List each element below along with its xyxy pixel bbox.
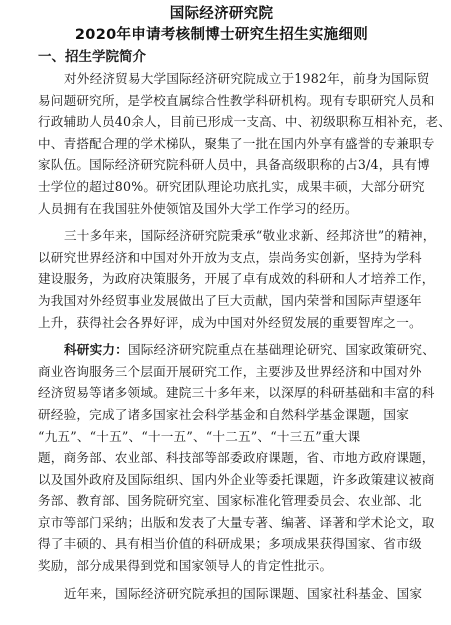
paragraph-line: 务部、教育部、国务院研究室、国家标准化管理委员会、农业部、北 — [38, 493, 422, 509]
paragraph-line: 研经验，完成了诸多国家社会科学基金和自然科学基金课题，国家 — [38, 406, 410, 422]
paragraph-line: 奖励，部分成果得到党和国家领导人的肯定性批示。 — [38, 558, 333, 574]
document-title-line2: 2020年申请考核制博士研究生招生实施细则 — [74, 27, 369, 43]
paragraph-line: 易问题研究所，是学校直属综合性教学科研机构。现有专职研究人员和 — [38, 92, 435, 108]
document-title-line1: 国际经济研究院 — [169, 6, 274, 22]
paragraph-line: 题，商务部、农业部、科技部等部委政府课题，省、市地方政府课题， — [38, 450, 435, 466]
paragraph-line: 经济贸易等诸多领域。建院三十多年来，以深厚的科研基础和丰富的科 — [38, 385, 435, 401]
paragraph-line — [38, 339, 436, 361]
paragraph-line: 商业咨询服务三个层面开展研究工作，主要涉及世界经济和中国对外 — [38, 363, 422, 379]
research-strength-label: 科研实力： — [64, 342, 128, 358]
paragraph-line: 家队伍。国际经济研究院科研人员中，具备高级职称的占3/4，具有博 — [38, 157, 430, 173]
paragraph-intro — [38, 68, 451, 219]
paragraph-line: 三十多年来，国际经济研究院秉承“敬业求新、经邦济世”的精神， — [64, 228, 436, 244]
paragraph-line-rest: 国际经济研究院重点在基础理论研究、国家政策研究、 — [127, 342, 436, 358]
paragraph-line: 行政辅助人员40余人，目前已形成一支高、中、初级职称互相补充，老、 — [38, 114, 451, 130]
paragraph-recent-years — [38, 583, 423, 605]
paragraph-line: 中、青搭配合理的学术梯队，聚集了一批在国内外享有盛誉的专兼职专 — [38, 135, 435, 151]
paragraph-line: 建设服务，为政府决策服务，开展了卓有成效的科研和人才培养工作， — [38, 271, 435, 287]
paragraph-line: 京市等部门采纳；出版和发表了大量专著、编著、译著和学术论文，取 — [38, 514, 435, 530]
paragraph-line: 上升，获得社会各界好评，成为中国对外经贸发展的重要智库之一。 — [38, 314, 422, 330]
paragraph-history — [38, 225, 436, 333]
paragraph-line: 得了丰硕的、具有相当价值的科研成果；多项成果获得国家、省市级 — [38, 536, 422, 552]
paragraph-line: 人员拥有在我国驻外使领馆及国外大学工作学习的经历。 — [38, 200, 358, 216]
paragraph-line: 为我国对外经贸事业发展做出了巨大贡献，国内荣誉和国际声望逐年 — [38, 292, 422, 308]
paragraph-line: 以及国外政府及国际组织、国内外企业等委托课题，许多政策建议被商 — [38, 471, 435, 487]
section-heading-college-intro: 一、招生学院简介 — [38, 49, 146, 65]
paragraph-line: 近年来，国际经济研究院承担的国际课题、国家社科基金、国家 — [64, 585, 423, 601]
paragraph-line: 以研究世界经济和中国对外开放为支点，崇尚务实创新，坚持为学科 — [38, 249, 422, 265]
paragraph-line: 对外经济贸易大学国际经济研究院成立于1982年，前身为国际贸 — [64, 71, 430, 86]
paragraph-line: 士学位的超过80%。研究团队理论功底扎实，成果丰硕，大部分研究 — [38, 178, 425, 194]
paragraph-research-strength — [38, 339, 436, 577]
paragraph-line: “九五”、“十五”、“十一五”、“十二五”、“十三五”重大课 — [38, 428, 361, 444]
